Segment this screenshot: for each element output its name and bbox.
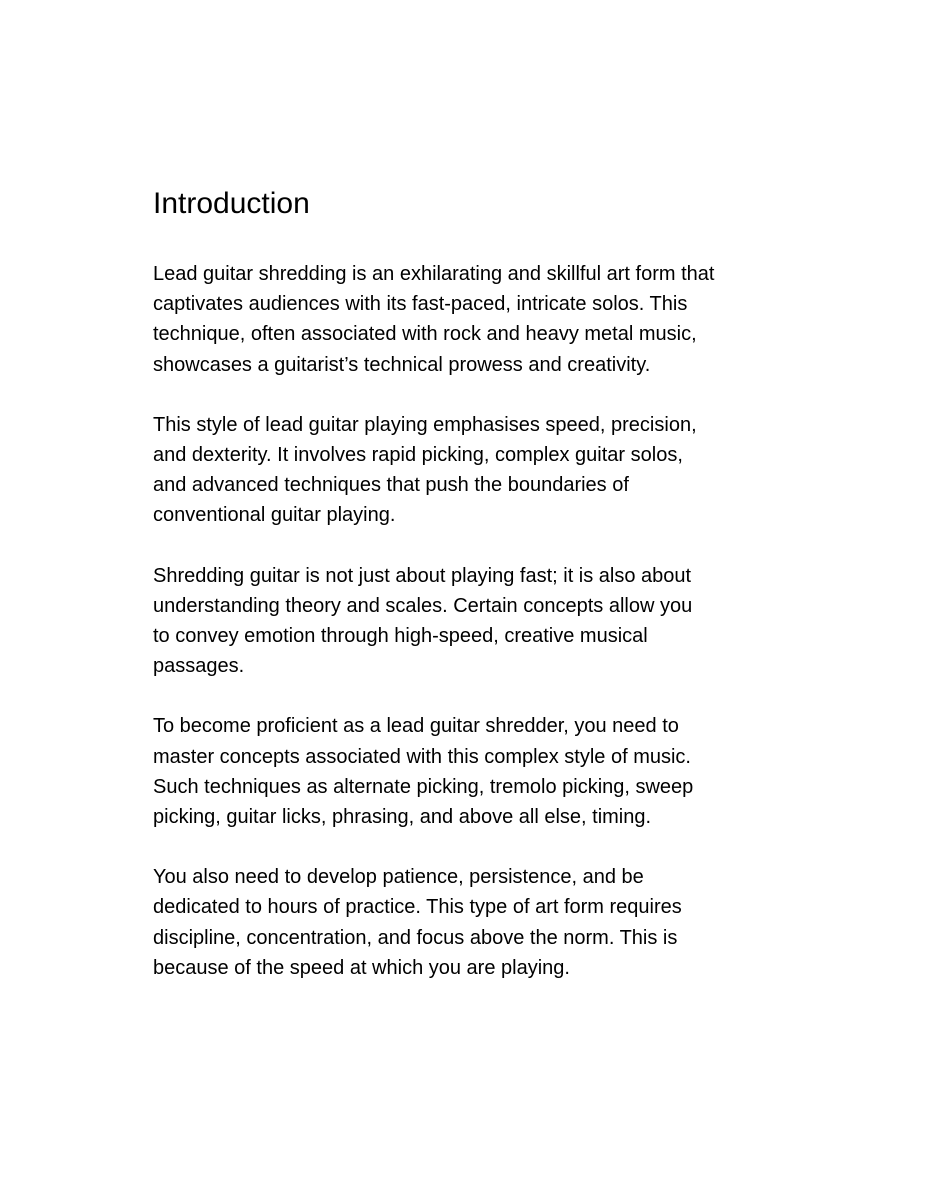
paragraph: Shredding guitar is not just about playing fast; it is also about understanding theory and scales. Certain concepts allow you to convey emotion through high-speed, creative musical passages.: [153, 564, 693, 678]
document-body: [153, 259, 793, 1013]
paragraph: This style of lead guitar playing emphasises speed, precision, and dexterity. It involves rapid picking, complex guitar solos, and advanced techniques that push the boundaries of conventional guitar playing.: [153, 413, 697, 527]
paragraph: Lead guitar shredding is an exhilarating and skillful art form that captivates audiences with its fast-paced, intricate solos. This technique, often associated with rock and heavy metal music, showcases a guitarist’s technical prowess and creativity.: [153, 263, 715, 376]
page-title: Introduction: [153, 187, 310, 220]
paragraph: You also need to develop patience, persistence, and be dedicated to hours of practice. This type of art form requires discipline, concentration, and focus above the norm. This is because of the speed at which you are playing.: [153, 866, 682, 979]
paragraph: To become proficient as a lead guitar shredder, you need to master concepts associated with this complex style of music. Such techniques as alternate picking, tremolo picking, sweep picking, guitar licks, phrasing, and above all else, timing.: [153, 715, 694, 829]
